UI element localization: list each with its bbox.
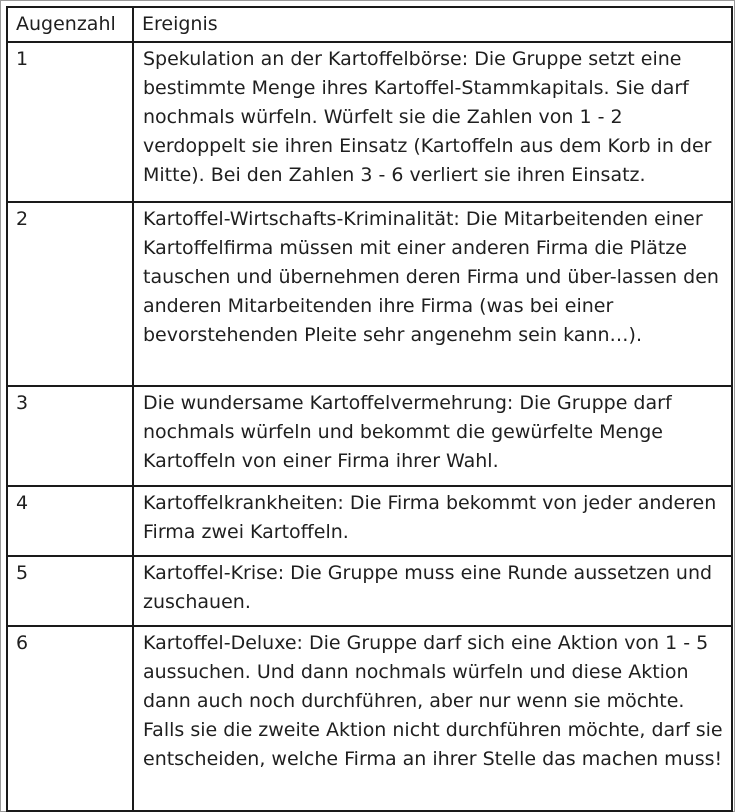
table-row: [7, 202, 732, 386]
row-number: 2: [7, 202, 133, 386]
table-header-row: [7, 7, 732, 42]
table-row: [7, 42, 732, 202]
row-number: 3: [7, 386, 133, 486]
row-event: Kartoffel-Krise: Die Gruppe muss eine Runde aussetzen und zuschauen.: [133, 556, 732, 626]
row-number: 1: [7, 42, 133, 202]
row-number: 6: [7, 626, 133, 811]
event-table: [6, 6, 733, 812]
row-event: Kartoffelkrankheiten: Die Firma bekommt von jeder anderen Firma zwei Kartoffeln.: [133, 486, 732, 556]
row-event: Spekulation an der Kartoffelbörse: Die Gruppe setzt eine bestimmte Menge ihres Kartoffel-Stammkapitals. Sie darf nochmals würfeln. Würfelt sie die Zahlen von 1 - 2 verdoppelt sie ihren Einsatz (Kartoffeln aus dem Korb in der Mitte). Bei den Zahlen 3 - 6 verliert sie ihren Einsatz.: [133, 42, 732, 202]
column-header-ereignis: Ereignis: [133, 7, 732, 42]
row-event: Die wundersame Kartoffelvermehrung: Die Gruppe darf nochmals würfeln und bekommt die gewürfelte Menge Kartoffeln von einer Firma ihrer Wahl.: [133, 386, 732, 486]
column-header-augenzahl: Augenzahl: [7, 7, 133, 42]
row-event: Kartoffel-Wirtschafts-Kriminalität: Die Mitarbeitenden einer Kartoffelfirma müssen mit einer anderen Firma die Plätze tauschen und übernehmen deren Firma und über-lassen den anderen Mitarbeitenden ihre Firma (was bei einer bevorstehenden Pleite sehr angenehm sein kann…).: [133, 202, 732, 386]
row-event: Kartoffel-Deluxe: Die Gruppe darf sich eine Aktion von 1 - 5 aussuchen. Und dann nochmals würfeln und diese Aktion dann auch noch durchführen, aber nur wenn sie möchte. Falls sie die zweite Aktion nicht durchführen möchte, darf sie entscheiden, welche Firma an ihrer Stelle das machen muss!: [133, 626, 732, 811]
table-row: [7, 486, 732, 556]
table-row: [7, 626, 732, 811]
row-number: 4: [7, 486, 133, 556]
row-number: 5: [7, 556, 133, 626]
table-row: [7, 556, 732, 626]
table-row: [7, 386, 732, 486]
